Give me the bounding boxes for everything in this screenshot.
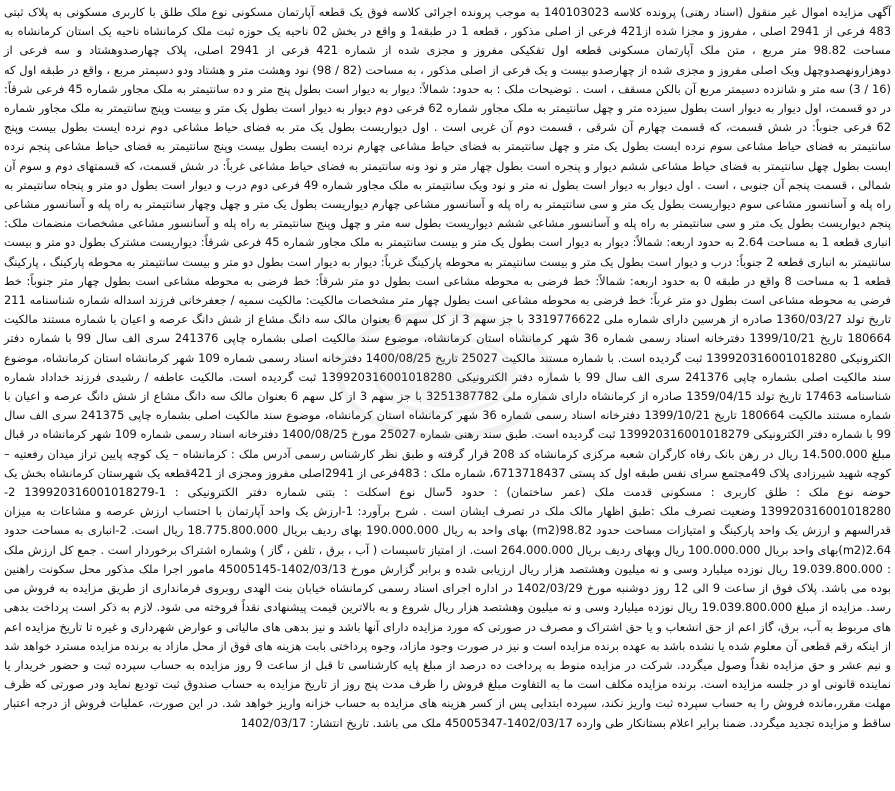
- auction-notice-text: آگهی مزایده اموال غیر منقول (اسناد رهنی) پرونده کلاسه 140103023 به موجب پرونده اجرائی کلاسه فوق یک قطعه آپارتمان مسکونی نوع ملک طلق با کاربری مسکونی به پلاک ثبتی 483 فرعی از 2941 اصلی ، مفروز و مجزا شده از421 فرعی از اصلی مذکور ، قطعه 1 در طبقه1 و واقع در بخش 02 ناحیه یک حوزه ثبت ملک کرمانشاه ناحیه یک استان کرمانشاه به مساحت 98.82 متر مربع ، متن ملک آپارتمان مسکونی قطعه اول تفکیکی مفروز و مجزی شده از شماره 421 فرعی از 2941 اصلی، پلاک چهارصدوهشتاد و سه فرعی از دوهزارونهصدوچهل ویک اصلی مفروز و مجزی شده از چهارصدو بیست و یک فرعی از اصلی مذکور ، به مساحت (82 / 98) نود وهشت متر و هشتاد ودو دسیمتر مربع ، واقع در طبقه اول که (16 / 3) سه متر و شانزده دسیمتر مربع آن بالکن مسقف ، است . توضیحات ملک : به حدود: شمالاً: دیوار به دیوار است بطول پنج متر و ده سانتیمتر به ملک مجاور شماره 45 فرعی شرقاً: در دو قسمت، اول دیوار به دیوار است بطول سیزده متر و چهل سانتیمتر به ملک مجاور شماره 62 فرعی دوم دیوار به دیوار است بطول یک متر و بیست وپنج سانتیمتر به ملک مجاور شماره 62 فرعی جنوباً: در شش قسمت، که قسمت چهارم آن شرقی ، قسمت دوم آن غربی است . اول دیواریست بطول یک متر به فضای حیاط مشاعی دوم نرده ایست بطول بیست وپنج سانتیمتر به فضای حیاط مشاعی سوم نرده ایست بطول یک متر و چهل سانتیمتر به فضای حیاط مشاعی چهارم نرده ایست بطول بیست وپنج سانتیمتر به فضای حیاط مشاعی پنجم نرده ایست بطول چهل سانتیمتر به فضای حیاط مشاعی ششم دیوار و پنجره است بطول چهار متر و نود ونه سانتیمتر به فضای حیاط مشاعی غرباً: در شش قسمت، که قسمتهای دوم و سوم آن شمالی ، قسمت پنجم آن جنوبی ، است . اول دیوار به دیوار است بطول نه متر و نود ویک سانتیمتر به ملک مجاور شماره 49 فرعی دوم درب و دیوار است بطول دو متر و پنجاه سانتیمتر به راه پله و آسانسور مشاعی سوم دیواریست بطول یک متر و سی سانتیمتر به راه پله و آسانسور مشاعی چهارم دیواریست بطول یک متر و چهل وچهار سانتیمتر به راه پله و آسانسور مشاعی پنجم دیواریست بطول یک متر و سی سانتیمتر به راه پله و آسانسور مشاعی ششم دیواریست بطول سه متر و چهل وپنج سانتیمتر به راه پله و آسانسور مشاعی مشخصات منضمات ملک: انباری قطعه 1 به مساحت 2.64 به حدود اربعه: شمالاً: دیوار به دیوار است بطول یک متر و بیست سانتیمتر به ملک مجاور شماره 45 فرعی شرقاً: دیواریست مشترک بطول دو متر و بیست سانتیمتر به انباری قطعه 2 جنوباً: درب و دیوار است بطول یک متر و بیست سانتیمتر به محوطه پارکینگ غرباً: دیوار به دیوار است بطول دو متر و بیست سانتیمتر به محوطه پارکینگ ، پارکینگ قطعه 1 به مساحت 8 واقع در طبقه 0 به حدود اربعه: شمالاً: خط فرضی به محوطه مشاعی است بطول دو متر شرقاً: خط فرضی به محوطه مشاعی است بطول چهار متر جنوباً: خط فرضی به محوطه مشاعی است بطول دو متر غرباً: خط فرضی به محوطه مشاعی است بطول چهار متر مشخصات مالکیت: مالکیت سمیه / جعفرخانی فرزند اسداله شماره شناسنامه 211 تاریخ تولد 1360/03/27 صادره از هرسین دارای شماره ملی 3319776622 با جز سهم 3 از کل سهم 6 بعنوان مالک سه دانگ مشاع از شش دانگ عرصه و اعیان با شماره مستند مالکیت 180664 تاریخ 1399/10/21 دفترخانه اسناد رسمی شماره 36 شهر کرمانشاه استان کرمانشاه، موضوع سند مالکیت اصلی بشماره چاپی 241376 سری الف سال 99 با شماره دفتر الکترونیکی 139920316001018280 ثبت گردیده است. با شماره مستند مالکیت 25027 تاریخ 1400/08/25 دفترخانه اسناد رسمی شماره 109 شهر کرمانشاه استان کرمانشاه، موضوع سند مالکیت اصلی بشماره چاپی 241376 سری الف سال 99 با شماره دفتر الکترونیکی 139920316001018280 ثبت گردیده است. مالکیت عاطفه / رشیدی فرزند خداداد شماره شناسنامه 17463 تاریخ تولد 1359/04/15 صادره از کرمانشاه دارای شماره ملی 3251387782 با جز سهم 3 از کل سهم 6 بعنوان مالک سه دانگ مشاع از شش دانگ عرصه و اعیان با شماره مستند مالکیت 180664 تاریخ 1399/10/21 دفترخانه اسناد رسمی شماره 36 شهر کرمانشاه استان کرمانشاه، موضوع سند مالکیت اصلی بشماره چاپی 241375 سری الف سال 99 با شماره دفتر الکترونیکی 139920316001018279 ثبت گردیده است. طبق سند رهنی شماره 25027 مورخ 1400/08/25 دفترخانه اسناد رسمی شماره 109 شهر کرمانشاه در قبال مبلغ 14.500.000 ریال در رهن بانک رفاه کارگران شعبه مرکزی کرمانشاه کد 208 قرار گرفته و طبق نظر کارشناس رسمی آدرس ملک : کرمانشاه – یک کوچه پایین تراز میدان رفعتیه – کوچه شهید شیرزادی پلاک 49مجتمع سرای نفس طبقه اول کد پستی 6713718437، شماره ملک : 483فرعی از 2941اصلی مفروز ومجزی از 421قطعه یک شهرستان کرمانشاه بخش یک حوضه نوع ملک : طلق کاربری : مسکونی قدمت ملک (عمر ساختمان) : حدود 5سال نوع اسکلت : بتنی شماره دفتر الکترونیکی : 1-139920316001018279 2-139920316001018280 وضعیت تصرف ملک :طبق اظهار مالک ملک در تصرف ایشان است . شرح برآورد: 1-ارزش یک واحد آپارتمان با احتساب ارزش عرصه و مشاعات به میزان قدرالسهم و ارزش یک واحد پارکینگ و امتیازات مساحت حدود 98.82(m2) بهای واحد به ریال 190.000.000 بهای ردیف بریال 18.775.800.000 ریال است. 2-انباری به مساحت حدود 2.64(m2)بهای واحد بریال 100.000.000 ریال وبهای ردیف بریال 264.000.000 است. از امتیاز تاسیسات ( آب ، برق ، تلفن ، گاز ) وشماره اشتراک برخوردار است . جمع کل ارزش ملک : 19.039.800.000 ریال نوزده میلیارد وسی و نه میلیون وهشتصد هزار ریال ارزیابی شده و برابر گزارش مورخ 1402/03/13-45005145 مامور اجرا ملک مذکور محل سکونت راهنین بوده می باشد. پلاک فوق از ساعت 9 الی 12 روز دوشنبه مورخ 1402/03/29 در اداره اجرای اسناد رسمی کرمانشاه خیابان بنت الهدی روبروی فرمانداری از طریق مزایده به فروش می رسد. مزایده از مبلغ 19.039.800.000 ریال نوزده میلیارد وسی و نه میلیون وهشتصد هزار ریال شروع و به بالاترین قیمت پیشنهادی نقداً فروخته می شود. لازم به ذکر است پرداخت بدهی های مربوط به آب، برق، گاز اعم از حق انشعاب و یا حق اشتراک و مصرف در صورتی که مورد مزایده دارای آنها باشد و نیز بدهی های مالیاتی و عوارض شهرداری و غیره تا تاریخ مزایده اعم از اینکه رقم قطعی آن معلوم شده یا نشده باشد به عهده برنده مزایده است و نیز در صورت وجود مازاد، وجوه پرداختی بابت هزینه های فوق از محل مازاد به برنده مزایده مسترد خواهد شد و نیم عشر و حق مزایده نقداً وصول میگردد. شرکت در مزایده منوط به پرداخت ده درصد از مبلغ پایه کارشناسی تا قبل از ساعت 9 روز مزایده به حساب سپرده ثبت و حضور خریدار یا نماینده قانونی او در جلسه مزایده است. برنده مزایده مکلف است ما به التفاوت مبلغ فروش را ظرف مدت پنج روز از تاریخ مزایده به حساب صندوق ثبت تودیع نماید ودر صورتی که ظرف مهلت مقرر،مانده فروش را به حساب سپرده ثبت واریز نکند، سپرده ابتدایی پس از کسر هزینه های مزایده به حساب خزانه واریز خواهد شد. در این صورت، عملیات فروش از درجه اعتبار ساقط و مزایده تجدید میگردد. ضمنا برابر اعلام بستانکار طی وارده 1402/03/17-45005347 ملک می باشد. تاریخ انتشار: 1402/03/17: [4, 5, 892, 730]
